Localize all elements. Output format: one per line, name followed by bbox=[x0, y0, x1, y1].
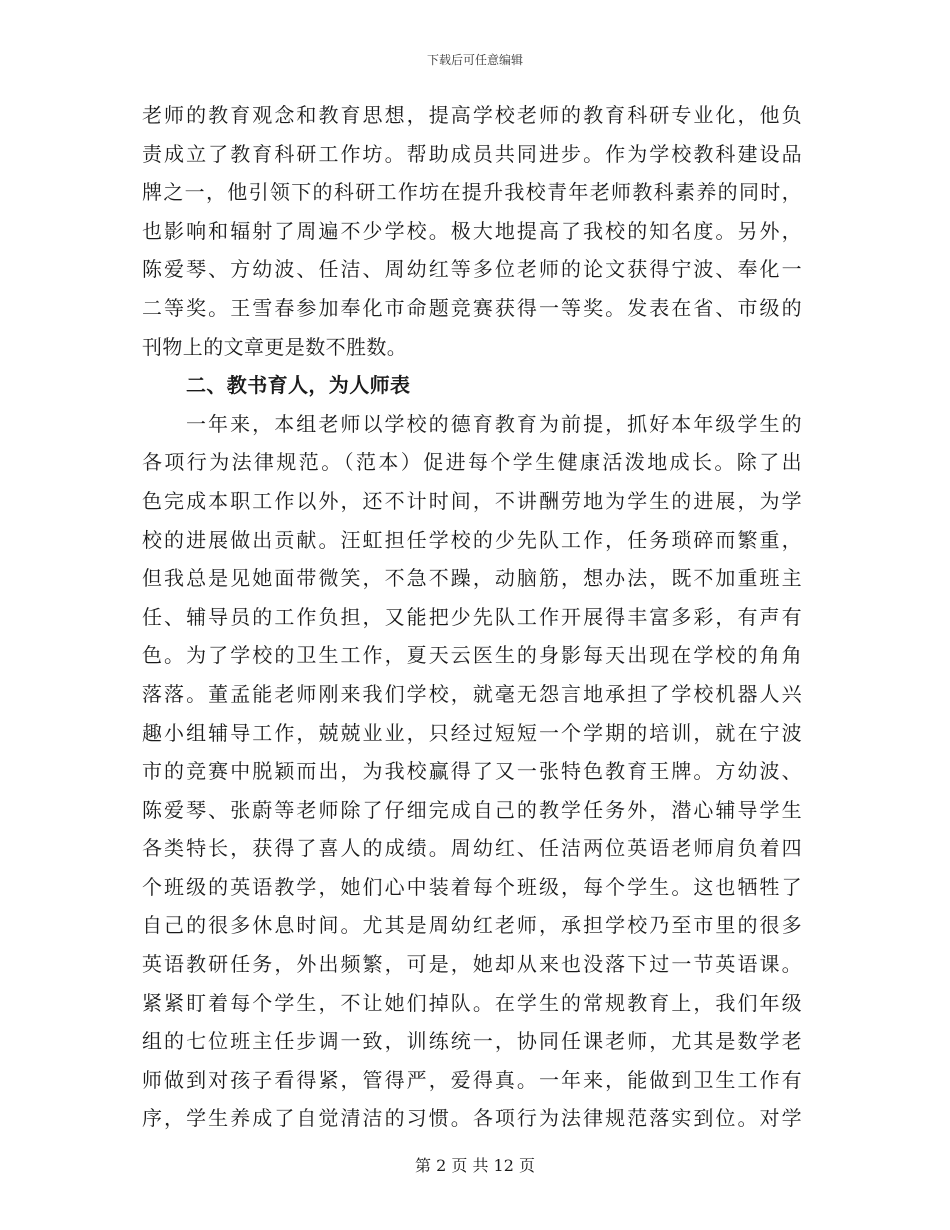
paragraph-line: 紧紧盯着每个学生，不让她们掉队。在学生的常规教育上，我们年级 bbox=[142, 990, 802, 1015]
paragraph-line: 师做到对孩子看得紧，管得严，爱得真。一年来，能做到卫生工作有 bbox=[142, 1067, 802, 1092]
paragraph-line: 牌之一，他引领下的科研工作坊在提升我校青年老师教科素养的同时， bbox=[142, 180, 802, 205]
paragraph-line: 自己的很多休息时间。尤其是周幼红老师，承担学校乃至市里的很多 bbox=[142, 913, 802, 938]
paragraph-line: 责成立了教育科研工作坊。帮助成员共同进步。作为学校教科建设品 bbox=[142, 141, 802, 166]
page-header: 下载后可任意编辑 bbox=[426, 53, 523, 67]
paragraph-line: 陈爱琴、方幼波、任洁、周幼红等多位老师的论文获得宁波、奉化一 bbox=[142, 257, 802, 282]
paragraph-line: 老师的教育观念和教育思想，提高学校老师的教育科研专业化，他负 bbox=[142, 103, 802, 127]
paragraph-line: 色完成本职工作以外，还不计时间，不讲酬劳地为学生的进展，为学 bbox=[142, 488, 802, 513]
paragraph-line: 一年来，本组老师以学校的德育教育为前提，抓好本年级学生的 bbox=[186, 411, 802, 436]
paragraph-line: 组的七位班主任步调一致，训练统一，协同任课老师，尤其是数学老 bbox=[142, 1029, 802, 1054]
paragraph-line: 陈爱琴、张蔚等老师除了仔细完成自己的教学任务外，潜心辅导学生 bbox=[142, 797, 802, 822]
paragraph-line: 任、辅导员的工作负担，又能把少先队工作开展得丰富多彩，有声有 bbox=[142, 604, 802, 629]
paragraph-line: 各项行为法律规范。（范本）促进每个学生健康活泼地成长。除了出 bbox=[142, 450, 802, 475]
paragraph-line: 校的进展做出贡献。汪虹担任学校的少先队工作，任务琐碎而繁重， bbox=[142, 527, 802, 552]
section-heading: 二、教书育人，为人师表 bbox=[186, 373, 411, 398]
paragraph-line: 英语教研任务，外出频繁，可是，她却从来也没落下过一节英语课。 bbox=[142, 952, 802, 977]
paragraph-line: 落落。董孟能老师刚来我们学校，就毫无怨言地承担了学校机器人兴 bbox=[142, 681, 802, 706]
document-body bbox=[142, 96, 802, 1138]
paragraph-line: 趣小组辅导工作，兢兢业业，只经过短短一个学期的培训，就在宁波 bbox=[142, 720, 802, 745]
paragraph-line: 也影响和辐射了周遍不少学校。极大地提高了我校的知名度。另外， bbox=[142, 218, 802, 243]
paragraph-line: 个班级的英语教学，她们心中装着每个班级，每个学生。这也牺牲了 bbox=[142, 874, 802, 899]
paragraph-line: 各类特长，获得了喜人的成绩。周幼红、任洁两位英语老师肩负着四 bbox=[142, 836, 802, 861]
paragraph-line: 二等奖。王雪春参加奉化市命题竞赛获得一等奖。发表在省、市级的 bbox=[142, 295, 802, 320]
paragraph-line: 但我总是见她面带微笑，不急不躁，动脑筋，想办法，既不加重班主 bbox=[142, 566, 802, 591]
page-number: 第 2 页 共 12 页 bbox=[415, 1156, 535, 1175]
paragraph-line: 序，学生养成了自觉清洁的习惯。各项行为法律规范落实到位。对学 bbox=[142, 1106, 802, 1131]
paragraph-line: 色。为了学校的卫生工作，夏天云医生的身影每天出现在学校的角角 bbox=[142, 643, 802, 668]
paragraph-line: 市的竞赛中脱颖而出，为我校赢得了又一张特色教育王牌。方幼波、 bbox=[142, 759, 802, 784]
paragraph-line: 刊物上的文章更是数不胜数。 bbox=[142, 334, 408, 359]
